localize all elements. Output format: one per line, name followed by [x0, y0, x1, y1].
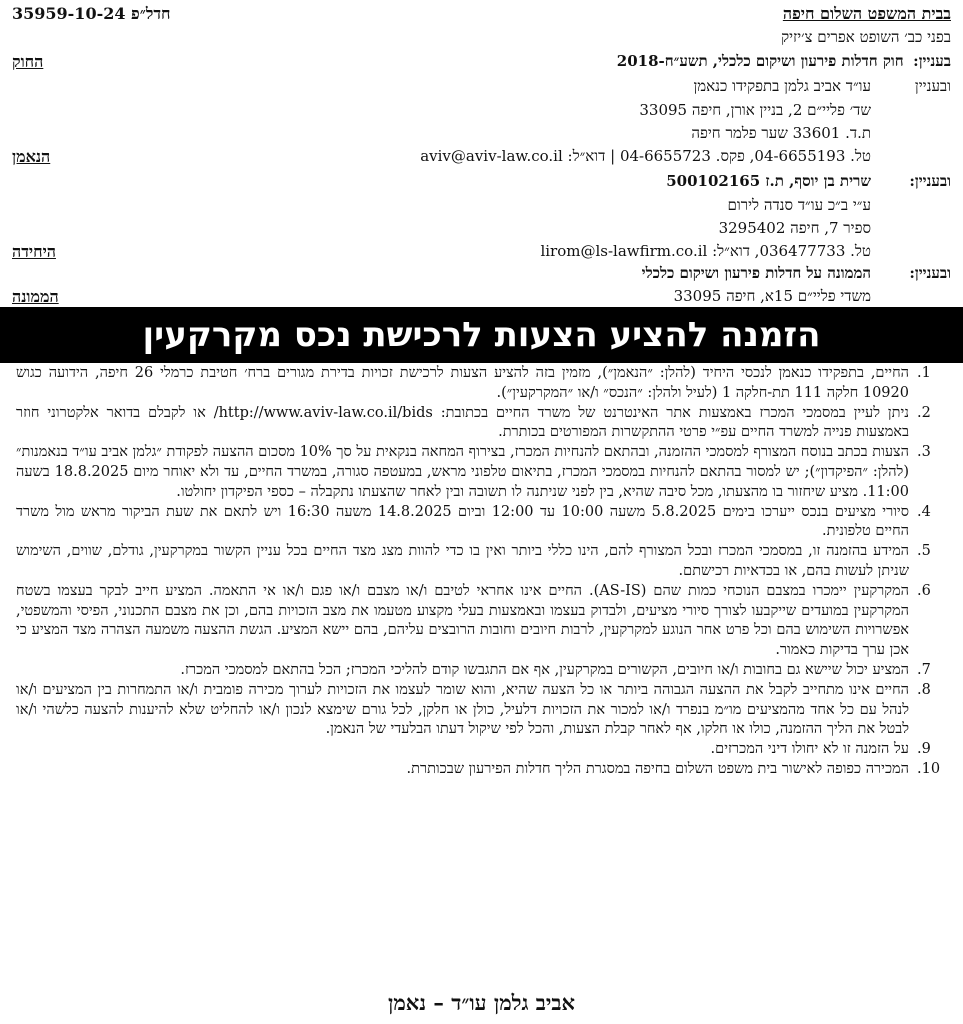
commissioner-name: הממונה על חדלות פירעון ושיקום כלכלי: [641, 264, 871, 282]
item-number: .3: [917, 444, 931, 461]
law-text: חוק חדלות פירעון ושיקום כלכלי, תשע״ח-2018: [616, 52, 904, 70]
title-banner: הזמנה להציע הצעות לרכישת נכס מקרקעין: [0, 307, 963, 363]
judge-line: בפני כב׳ השופט אפרים צ׳יזיק: [781, 28, 951, 46]
item-number: .7: [917, 661, 931, 678]
item-text: סיורי מציעים בנכס ייערכו בימים 5.8.2025 משעה 10:00 עד 12:00 וביום 14.8.2025 משעה 16:30 ויש לתאם את שעת הביקור מראש מול משרד החיים טלפונית.: [16, 503, 909, 540]
item-number: .8: [917, 681, 931, 698]
debtor-line-2: ספיר 7, חיפה 3295402: [718, 219, 871, 237]
item-number: .6: [917, 582, 931, 599]
trustee-line-2: שד׳ פליי״ם 2, בניין אורן, חיפה 33095: [639, 101, 871, 119]
item-number: .9: [917, 741, 931, 758]
commissioner-line-1: משדי פליי״ם 15א, חיפה 33095: [673, 287, 871, 305]
trustee-line-1: עו״ד אביב גלמן בתפקידו כנאמן: [693, 77, 871, 95]
debtor-line-1: ע״י ב״כ עו״ד סנדה לירום: [727, 196, 871, 214]
list-item: [10, 661, 953, 681]
item-text: המציע יכול שיישא גם בחובות ו/או חיובים, הקשורים במקרקעין, אף אם התגבשו קודם להליכי המכרז; הכל בהתאם למסמכי המכרז.: [180, 661, 909, 678]
case-number: חדל״פ 35959-10-24: [12, 4, 171, 23]
item-number: .4: [917, 503, 931, 520]
item-text: החיים, בתפקידו כנאמן לנכסי היחיד (להלן: ״הנאמן״), מזמין בזה להציע הצעות לרכישת זכויות בדירת מגורים ברח׳ חטיבת כרמלי 26 חיפה, הידועה כגוש 10920 חלקה 111 תת-חלקה 1 (לעיל ולהלן: ״הנכס״ ו/או ״המקרקעין״).: [16, 365, 910, 401]
debtor-role: היחידה: [12, 242, 56, 261]
commissioner-role: הממונה: [12, 287, 59, 306]
item-text: המקרקעין יימכרו במצבם הנוכחי כמות שהם (AS-IS). החיים אינו אחראי לטיבם ו/או מצבם ו/או פגם ו/או אי התאמה. המציע חייב לבקר בעצמו בשטח המקרקעין במועדים שייקבעו לצורך סיורי מציעים, ולבדוק בעצמו ובאמצעות בעלי מקצוע מטעמו את מצב הזכויות בהם, וכן את מצבם התכנוני, הפיסי והמשפטי, אפשרויות השימוש בהם וכל פרט אחר הנוגע למקרקעין, לרבות חיובים וחובות הרובצים עליהם, בהם יישא המציע. הגשת ההצעה משמעה הצהרה מצד המציע כי אכן ערך בדיקות כאמור.: [16, 582, 909, 659]
list-item: [10, 503, 953, 543]
header: [10, 4, 953, 24]
list-item: [10, 760, 953, 780]
item-text: על הזמנה זו לא יחולו דיני המכרזים.: [710, 741, 909, 758]
item-number: .1: [917, 365, 931, 381]
trustee-role: הנאמן: [12, 147, 51, 166]
list-item: [10, 443, 953, 502]
item-number: .5: [917, 543, 931, 560]
item-number: .2: [917, 404, 931, 421]
item-text: החיים אינו מתחייב לקבל את ההצעה הגבוהה ביותר או כל הצעה שהיא, והוא שומר לעצמו את הזכויות לערוך מכירה פומבית ו/או התמחרות בין המציעים ו/או לנהל עם כל אחד מהמציעים מו״מ בנפרד ו/או למכור את הזכויות דלעיל, כולן או חלקן, לכל גורם שימצא לנכון ו/או להחליט שלא להיענות להצעה כלשהי ו/או לבטל את הליך ההזמנה, כולו או חלקו, אף לאחר קבלת הצעות, והכל לפי שיקול דעתו הבלעדי של הנאמן.: [16, 681, 909, 738]
signature: אביב גלמן עו״ד – נאמן: [388, 990, 575, 1015]
item-text: המידע בהזמנה זו, במסמכי המכרז ובכל המצורף להם, הינו כללי ביותר ואין בו כדי להוות מצג מצד החיים בכל עניין הקשור במקרקעין, גודלם, שווים, השימוש שניתן לעשות בהם, או בכדאיות רכישתם.: [16, 543, 909, 579]
list-item: [10, 404, 953, 444]
item-text: ניתן לעיין במסמכי המכרז באמצעות אתר האינטרנט של משרד החיים בכתובת: http://www.aviv-law.co.il/bids/ או לקבלם בדואר אלקטרוני חוזר באמצעות פנייה למשרד החיים עפ״י פרטי ההתקשרות המפורטים בכותרת.: [16, 404, 909, 441]
debtor-name: שרית בן יוסף, ת.ז 500102165: [666, 172, 871, 190]
law-label: בעניין:: [913, 52, 951, 70]
debtor-line-3: טל. 036477733, דוא״ל: lirom@ls-lawfirm.co.il: [540, 242, 871, 260]
commissioner-label: ובעניין:: [909, 264, 951, 282]
list-item: [10, 364, 953, 404]
item-text: הצעות בכתב בנוסח המצורף למסמכי ההזמנה, ובהתאם להנחיות המכרז, בצירוף המחאה בנקאית על סך 10% מסכום ההצעה לפקודת ״גלמן אביב עו״ד בנאמנות״ (להלן: ״הפיקדון״); יש למסור בהתאם להנחיות במסמכי המכרז, בתיאום טלפוני מראש, במעטפה סגורה, במשרד החיים, עד ולא יאוחר מיום 18.8.2025 בשעה 11:00. מציע שיחזור בו מהצעתו, מכל סיבה שהיא, בין לפני שניתנה לו תשובה ובין לאחר שהצעתו נתקבלה – כספי הפיקדון יחולטו.: [16, 444, 909, 500]
court-name: בבית המשפט השלום חיפה: [782, 4, 951, 23]
list-item: [10, 681, 953, 740]
item-number: .10: [917, 760, 941, 777]
trustee-label: ובעניין: [914, 77, 951, 95]
trustee-line-3: ת.ד. 33601 שער פלמר חיפה: [691, 124, 871, 142]
law-role: החוק: [12, 52, 44, 71]
list-item: [10, 740, 953, 760]
list-item: [10, 582, 953, 661]
trustee-line-4: טל. 04-6655193, פקס. 04-6655723 | דוא״ל: aviv@aviv-law.co.il: [420, 147, 871, 165]
item-text: המכירה כפופה לאישור בית משפט השלום בחיפה במסגרת הליך חדלות הפירעון שבכותרת.: [406, 760, 909, 777]
debtor-label: ובעניין:: [909, 172, 951, 190]
law-row: [617, 52, 951, 71]
items-list: [10, 364, 953, 780]
list-item: [10, 542, 953, 582]
